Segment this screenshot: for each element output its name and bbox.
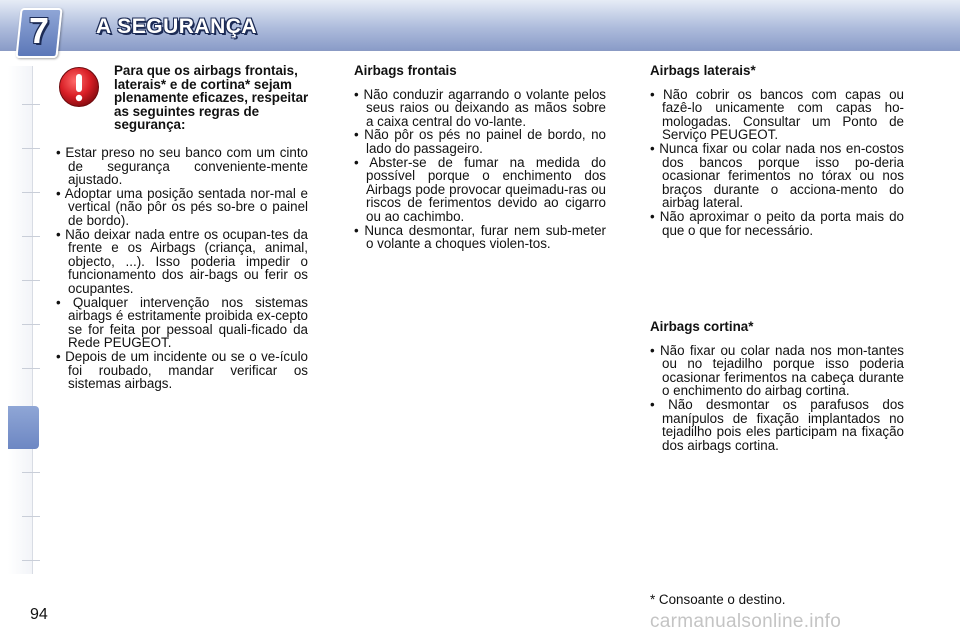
- list-item: • Não conduzir agarrando o volante pelos seus raios ou deixando as mãos sobre a caixa central do vo-lante.: [354, 88, 606, 129]
- list-item: • Não fixar ou colar nada nos mon-tantes ou no tejadilho porque isso poderia ocasionar ferimentos na cabeça durante o enchimento do airbag cortina.: [650, 344, 904, 398]
- curtain-airbags-section: [650, 320, 904, 452]
- list-item: • Estar preso no seu banco com um cinto de segurança conveniente-mente ajustado.: [56, 146, 308, 187]
- side-airbags-list: [650, 88, 904, 238]
- front-airbags-list: [354, 88, 606, 251]
- list-item: • Não deixar nada entre os ocupan-tes da frente e os Airbags (criança, animal, objecto, ...). Isso poderia impedir o funcionamento dos air-bags ou ferir os ocupantes.: [56, 228, 308, 296]
- curtain-airbags-list: [650, 344, 904, 453]
- list-item: • Não cobrir os bancos com capas ou fazê-lo unicamente com capas ho-mologadas. Consultar um Ponto de Serviço PEUGEOT.: [650, 88, 904, 142]
- chapter-tab-active[interactable]: [8, 406, 39, 449]
- list-item: • Depois de um incidente ou se o ve-ículo foi roubado, mandar verificar os sistemas airbags.: [56, 350, 308, 391]
- warning-intro: Para que os airbags frontais, laterais* e de cortina* sejam plenamente eficazes, respeitar as seguintes regras de segurança:: [114, 63, 309, 133]
- tab-divider: [22, 324, 40, 325]
- list-item: • Não desmontar os parafusos dos manípulos de fixação implantados no tejadilho pois eles participam na fixação dos airbags cortina.: [650, 398, 904, 452]
- tab-divider: [22, 560, 40, 561]
- list-item: • Não aproximar o peito da porta mais do que o que for necessário.: [650, 210, 904, 237]
- list-item: • Nunca desmontar, furar nem sub-meter o volante a choques violen-tos.: [354, 224, 606, 251]
- tab-divider: [22, 104, 40, 105]
- tab-divider: [22, 368, 40, 369]
- list-item: • Abster-se de fumar na medida do possível porque o enchimento dos Airbags pode provocar queimadu-ras ou riscos de ferimentos devido ao cigarro ou ao cachimbo.: [354, 156, 606, 224]
- page-number: 94: [30, 606, 48, 623]
- front-airbags-section: [354, 64, 606, 251]
- section-heading: Airbags cortina*: [650, 319, 754, 334]
- tab-divider: [22, 192, 40, 193]
- footnote: * Consoante o destino.: [650, 592, 786, 607]
- list-item: • Não pôr os pés no painel de bordo, no lado do passageiro.: [354, 128, 606, 155]
- chapter-number: 7: [28, 10, 50, 51]
- page-title: A SEGURANÇA: [96, 15, 258, 38]
- tab-divider: [22, 148, 40, 149]
- exclamation-icon: [58, 66, 100, 108]
- section-heading: Airbags frontais: [354, 63, 457, 78]
- list-item: • Qualquer intervenção nos sistemas airbags é estritamente proibida ex-cepto se for feita por pessoal quali-ficado da Rede PEUGEOT.: [56, 296, 308, 350]
- tab-divider: [22, 516, 40, 517]
- list-item: • Adoptar uma posição sentada nor-mal e vertical (não pôr os pés so-bre o painel de bordo).: [56, 187, 308, 228]
- list-item: • Nunca fixar ou colar nada nos en-costos dos bancos porque isso po-deria ocasionar ferimentos no tórax ou nos braços durante o acciona-mento do airbag lateral.: [650, 142, 904, 210]
- general-rules-list: [56, 146, 308, 391]
- tab-divider: [22, 236, 40, 237]
- watermark: carmanualsonline.info: [650, 611, 842, 632]
- tab-divider: [22, 472, 40, 473]
- chapter-tab-strip: [8, 66, 33, 574]
- side-airbags-section: [650, 64, 904, 237]
- tab-divider: [22, 280, 40, 281]
- section-heading: Airbags laterais*: [650, 63, 756, 78]
